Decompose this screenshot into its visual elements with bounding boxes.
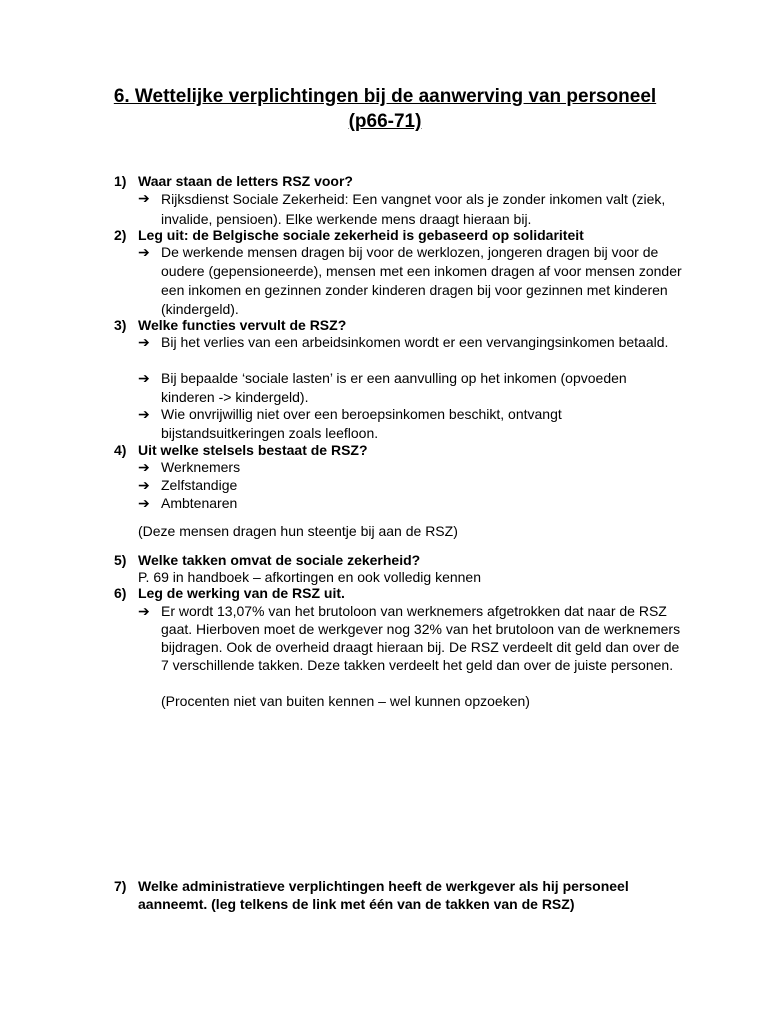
question-5 [114, 551, 674, 569]
arrow-right-icon: ➔ [138, 334, 150, 350]
answer-3-3 [138, 405, 683, 443]
question-number: 2) [114, 227, 127, 243]
question-text: Leg uit: de Belgische sociale zekerheid is gebaseerd op solidariteit [138, 227, 584, 243]
arrow-right-icon: ➔ [138, 603, 150, 619]
answer-text: Zelfstandige [161, 477, 238, 493]
question-text: Waar staan de letters RSZ voor? [138, 173, 353, 189]
question-number: 4) [114, 442, 127, 458]
question-number: 6) [114, 585, 127, 601]
note-4: (Deze mensen dragen hun steentje bij aan de RSZ) [138, 523, 458, 539]
question-number: 3) [114, 317, 127, 333]
question-number: 1) [114, 173, 127, 189]
answer-4-2 [138, 476, 683, 494]
answer-4-1 [138, 458, 683, 476]
answer-4-3 [138, 494, 683, 512]
arrow-right-icon: ➔ [138, 495, 150, 511]
question-7 [114, 877, 674, 913]
question-number: 7) [114, 878, 127, 894]
question-number: 5) [114, 552, 127, 568]
arrow-right-icon: ➔ [138, 370, 150, 386]
answer-text: Werknemers [161, 459, 241, 475]
question-text: Welke functies vervult de RSZ? [138, 317, 347, 333]
question-2 [114, 226, 674, 244]
note-5: P. 69 in handboek – afkortingen en ook volledig kennen [138, 569, 482, 585]
question-3 [114, 316, 674, 334]
arrow-right-icon: ➔ [138, 190, 150, 206]
answer-text: De werkende mensen dragen bij voor de werklozen, jongeren dragen bij voor de oudere (gepensioneerde), mensen met een inkomen dragen af voor mensen zonder een inkomen en gezinnen zonder kinderen dragen bij voor gezinnen met kinderen (kindergeld). [161, 244, 682, 317]
arrow-right-icon: ➔ [138, 244, 150, 260]
answer-text: Wie onvrijwillig niet over een beroepsinkomen beschikt, ontvangt bijstandsuitkeringen zoals leefloon. [161, 406, 562, 441]
answer-6-1 [138, 602, 683, 674]
arrow-right-icon: ➔ [138, 459, 150, 475]
question-1 [114, 172, 674, 190]
question-4 [114, 441, 674, 459]
answer-text: Er wordt 13,07% van het brutoloon van werknemers afgetrokken dat naar de RSZ gaat. Hierboven moet de werkgever nog 32% van het brutoloon van de werknemers bijdragen. Ook de overheid draagt hieraan bij. De RSZ verdeelt dit geld dan over de 7 verschillende takken. Deze takken verdeelt het geld dan over de juiste personen. [161, 603, 681, 673]
arrow-right-icon: ➔ [138, 477, 150, 493]
answer-3-1 [138, 333, 683, 352]
question-text: Leg de werking van de RSZ uit. [138, 585, 345, 601]
question-6 [114, 584, 674, 602]
answer-3-2 [138, 369, 683, 407]
answer-1-1 [138, 189, 683, 229]
answer-text: Rijksdienst Sociale Zekerheid: Een vangnet voor als je zonder inkomen valt (ziek, invalide, pensioen). Elke werkende mens draagt hieraan bij. [161, 191, 666, 227]
arrow-right-icon: ➔ [138, 406, 150, 422]
answer-text: Bij het verlies van een arbeidsinkomen wordt er een vervangingsinkomen betaald. [161, 334, 669, 350]
answer-text: Ambtenaren [161, 495, 238, 511]
answer-text: Bij bepaalde ‘sociale lasten’ is er een aanvulling op het inkomen (opvoeden kinderen -> kindergeld). [161, 370, 627, 405]
note-6: (Procenten niet van buiten kennen – wel kunnen opzoeken) [161, 693, 530, 709]
question-text: Uit welke stelsels bestaat de RSZ? [138, 442, 368, 458]
answer-2-1 [138, 243, 683, 319]
question-text: Welke takken omvat de sociale zekerheid? [138, 552, 421, 568]
question-text: Welke administratieve verplichtingen heeft de werkgever als hij personeel aanneemt. (leg telkens de link met één van de takken van de RSZ) [138, 878, 629, 912]
page-title: 6. Wettelijke verplichtingen bij de aanwerving van personeel (p66-71) [113, 86, 657, 132]
